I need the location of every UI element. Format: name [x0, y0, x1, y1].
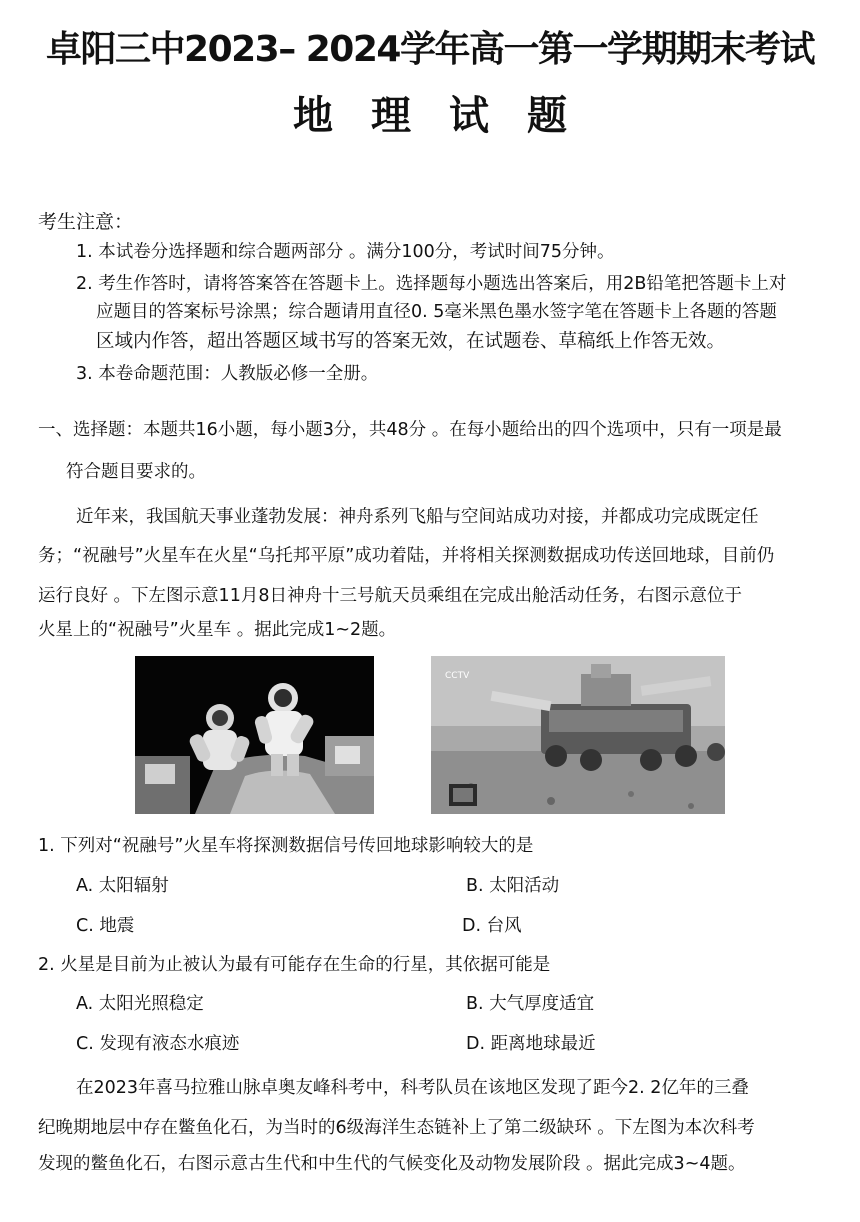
svg-text:CCTV: CCTV: [445, 671, 470, 681]
astronauts-photo: [135, 656, 374, 814]
notice-item-1: 1. 本试卷分选择题和综合题两部分 。满分100分，考试时间75分钟。: [76, 242, 615, 262]
q1-option-a: A. 太阳辐射: [76, 876, 169, 896]
notice-item-3: 3. 本卷命题范围：人教版必修一全册。: [76, 364, 379, 384]
notice-item-2: 2. 考生作答时，请将答案答在答题卡上。选择题每小题选出答案后，用2B铅笔把答题卡上对: [76, 274, 787, 294]
mars-rover-photo: [431, 656, 725, 814]
q1-option-c: C. 地震: [76, 916, 135, 936]
notice-heading: 考生注意：: [38, 211, 134, 233]
mars-rover-photo-icon: [431, 656, 725, 814]
question-1-stem: 1. 下列对“祝融号”火星车将探测数据信号传回地球影响较大的是: [38, 836, 534, 856]
passage2-line-2: 纪晚期地层中存在鳖鱼化石，为当时的6级海洋生态链补上了第二级缺环 。下左图为本次科考: [38, 1118, 755, 1138]
q1-option-b: B. 太阳活动: [466, 876, 560, 896]
passage1-line-1: 近年来，我国航天事业蓬勃发展：神舟系列飞船与空间站成功对接，并都成功完成既定任: [76, 507, 759, 527]
section-heading: 一、选择题：本题共16小题，每小题3分，共48分 。在每小题给出的四个选项中，只有一项是最: [38, 420, 782, 440]
passage2-line-1: 在2023年喜马拉雅山脉卓奥友峰科考中，科考队员在该地区发现了距今2. 2亿年的三叠: [76, 1078, 749, 1098]
astronauts-photo-icon: [135, 656, 374, 814]
question-2-stem: 2. 火星是目前为止被认为最有可能存在生命的行星，其依据可能是: [38, 955, 551, 975]
exam-title: 卓阳三中2023– 2024学年高一第一学期期末考试: [46, 29, 814, 70]
q2-option-b: B. 大气厚度适宜: [466, 994, 595, 1014]
passage1-line-2: 务；“祝融号”火星车在火星“乌托邦平原”成功着陆，并将相关探测数据成功传送回地球，目前仍: [38, 546, 775, 566]
passage1-line-3: 运行良好 。下左图示意11月8日神舟十三号航天员乘组在完成出舱活动任务，右图示意位于: [38, 586, 742, 606]
passage2-line-3: 发现的鳖鱼化石，右图示意古生代和中生代的气候变化及动物发展阶段 。据此完成3~4题。: [38, 1154, 746, 1174]
q1-option-d: D. 台风: [462, 916, 522, 936]
notice-item-2-cont-1: 应题目的答案标号涂黑；综合题请用直径0. 5毫米黑色墨水签字笔在答题卡上各题的答题: [96, 302, 777, 322]
passage1-line-4: 火星上的“祝融号”火星车 。据此完成1~2题。: [38, 620, 397, 640]
section-heading-cont: 符合题目要求的。: [66, 462, 206, 482]
q2-option-c: C. 发现有液态水痕迹: [76, 1034, 240, 1054]
subject-title: 地理试题: [293, 93, 605, 139]
notice-item-2-cont-2: 区域内作答，超出答题区域书写的答案无效，在试题卷、草稿纸上作答无效。: [96, 331, 726, 352]
q2-option-a: A. 太阳光照稳定: [76, 994, 204, 1014]
q2-option-d: D. 距离地球最近: [466, 1034, 596, 1054]
